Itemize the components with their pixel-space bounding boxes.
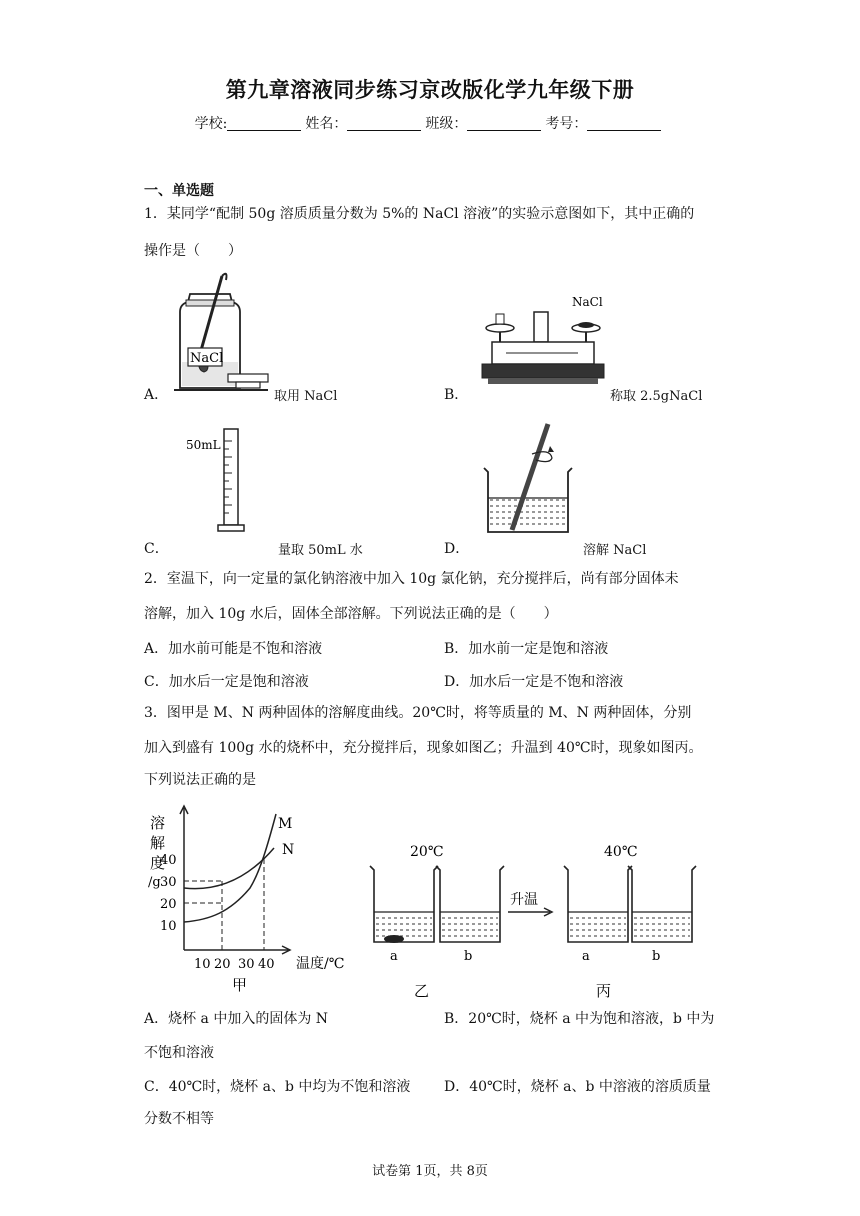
curve-m-label: M [278,816,293,832]
heat-label: 升温 [510,892,538,908]
y-tick-40: 40 [160,853,177,868]
beaker-a-label-40: a [582,949,590,964]
x-axis-label: 温度/℃ [296,956,345,972]
undissolved-solid [384,935,404,943]
q2-option-c: C．加水后一定是饱和溶液 [144,674,309,690]
x-tick-10: 10 [194,957,211,972]
q3-stem-line3: 下列说法正确的是 [144,772,256,788]
beaker-b-20 [436,866,504,942]
q2-stem-line1: 2．室温下，向一定量的氯化钠溶液中加入 10g 氯化钠，充分搅拌后，尚有部分固体未 [144,571,679,587]
cylinder-figure [180,425,270,535]
beaker-a-20 [370,866,438,942]
q1-stem-line2: 操作是（ ） [144,243,242,259]
q3-stem-line1: 3．图甲是 M、N 两种固体的溶解度曲线。20℃时，将等质量的 M、N 两种固体，分别 [144,705,692,721]
ylabel-4: /g [148,875,161,890]
q3-option-a: A．烧杯 a 中加入的固体为 N [144,1011,329,1027]
solubility-curve-figure [140,800,355,1000]
q1-option-b-caption: 称取 2.5gNaCl [610,389,703,404]
beaker-stir-figure [480,420,580,540]
name-blank [347,116,421,131]
ylabel-3: 度 [150,854,166,872]
ylabel-2: 解 [150,834,166,852]
curve-n-label: N [282,842,295,858]
fig-jia-label: 甲 [232,976,248,994]
fig-yi-label: 乙 [414,982,430,998]
q3-option-d-line1: D．40℃时，烧杯 a、b 中溶液的溶质质量 [444,1079,711,1095]
y-tick-20: 20 [160,897,177,912]
class-label: 班级： [425,116,468,132]
q3-option-b-line1: B．20℃时，烧杯 a 中为饱和溶液，b 中为 [444,1011,715,1027]
q1-option-d-caption: 溶解 NaCl [583,543,647,558]
curve-m [184,814,276,922]
beaker-b-40 [628,866,696,942]
name-label: 姓名： [305,116,348,132]
x-tick-20: 20 [214,957,231,972]
balance-label: NaCl [572,295,603,309]
q2-option-a: A．加水前可能是不饱和溶液 [144,641,323,657]
q3-stem-line2: 加入到盛有 100g 水的烧杯中，充分搅拌后，现象如图乙；升温到 40℃时，现象如图丙。 [144,740,703,756]
q1-stem-line1: 1．某同学“配制 50g 溶质质量分数为 5%的 NaCl 溶液”的实验示意图如下，其中正确的 [144,206,695,222]
temp-20-label: 20℃ [410,844,444,860]
reagent-jar-figure [170,270,270,400]
y-tick-30: 30 [160,875,177,890]
q1-option-a-letter: A． [144,387,169,403]
q1-option-a-caption: 取用 NaCl [274,389,338,404]
q3-option-b-line2: 不饱和溶液 [144,1045,214,1061]
beakers-figure [360,838,700,998]
curve-n [184,848,274,889]
section-heading: 一、单选题 [144,183,214,199]
jar-label: NaCl [190,351,224,366]
class-blank [467,116,541,131]
temp-40-label: 40℃ [604,844,638,860]
q1-option-d-letter: D． [444,541,470,557]
x-tick-40: 40 [258,957,275,972]
q3-option-c: C．40℃时，烧杯 a、b 中均为不饱和溶液 [144,1079,411,1095]
beaker-b-label-40: b [652,949,661,964]
page-title: 第九章溶液同步练习京改版化学九年级下册 [225,78,635,102]
q2-option-b: B．加水前一定是饱和溶液 [444,641,609,657]
number-label: 考号： [545,116,588,132]
q2-stem-line2: 溶解，加入 10g 水后，固体全部溶解。下列说法正确的是（ ） [144,606,558,622]
q2-option-d: D．加水后一定是不饱和溶液 [444,674,624,690]
balance-figure [478,292,608,392]
beaker-a-label-20: a [390,949,398,964]
q1-option-b-letter: B． [444,387,469,403]
ylabel-1: 溶 [150,814,166,832]
student-info [0,113,860,133]
x-tick-30: 30 [238,957,255,972]
school-blank [227,116,301,131]
beaker-a-40 [564,866,632,942]
q1-option-c-caption: 量取 50mL 水 [278,543,363,558]
number-blank [587,116,661,131]
fig-bing-label: 丙 [596,982,612,998]
page-footer: 试卷第 1页，共 8页 [372,1164,488,1179]
q3-option-d-line2: 分数不相等 [144,1111,214,1127]
q1-option-c-letter: C． [144,541,169,557]
beaker-b-label-20: b [464,949,473,964]
y-tick-10: 10 [160,919,177,934]
cylinder-label: 50mL [186,438,221,452]
school-label: 学校: [194,116,228,132]
